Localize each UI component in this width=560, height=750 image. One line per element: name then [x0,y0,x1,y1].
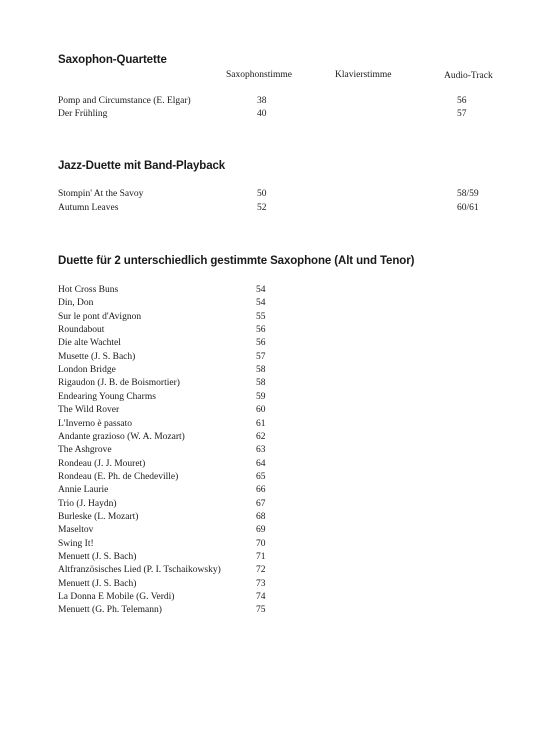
piece-title: Rondeau (J. J. Mouret) [58,458,146,469]
page-number: 68 [256,511,266,522]
piece-title: Sur le pont d'Avignon [58,311,142,322]
page-number: 70 [256,538,266,549]
piece-title: Menuett (G. Ph. Telemann) [58,605,162,616]
column-header-piano: Klavierstimme [335,70,392,80]
page-number: 54 [256,298,266,309]
piece-title: La Donna E Mobile (G. Verdi) [58,592,175,602]
piece-title: Roundabout [58,325,105,336]
piece-title: Die alte Wachtel [58,338,121,349]
audio-track: 57 [457,109,467,119]
page-number: 75 [256,605,266,616]
piece-title: Rondeau (E. Ph. de Chedeville) [58,471,179,482]
page-number: 55 [256,311,266,322]
page-number: 73 [256,578,266,589]
piece-title: London Bridge [58,365,116,376]
piece-title: Endearing Young Charms [58,391,156,402]
piece-title: Autumn Leaves [58,203,119,213]
sax-page: 50 [257,189,267,199]
piece-title: Andante grazioso (W. A. Mozart) [58,431,185,442]
page-number: 56 [256,338,266,349]
section-title-duette: Duette für 2 unterschiedlich gestimmte Saxophone (Alt und Tenor) [58,255,415,267]
piece-title: Rigaudon (J. B. de Boismortier) [58,378,180,389]
piece-title: Musette (J. S. Bach) [58,351,136,362]
piece-title: Din, Don [58,298,94,309]
piece-title: The Ashgrove [58,445,112,456]
audio-track: 56 [457,96,467,106]
page-number: 63 [256,445,266,456]
piece-title: Menuett (J. S. Bach) [58,552,137,562]
audio-track: 60/61 [457,203,479,213]
piece-title: Menuett (J. S. Bach) [58,578,137,589]
page-number: 59 [256,391,266,402]
piece-title: Pomp and Circumstance (E. Elgar) [58,96,191,106]
page-number: 65 [256,471,266,482]
page-number: 58 [256,365,266,376]
piece-title: Hot Cross Buns [58,285,119,295]
sax-page: 38 [257,96,267,106]
piece-title: Stompin' At the Savoy [58,189,144,199]
page-number: 62 [256,431,266,442]
piece-title: L'Inverno è passato [58,418,132,429]
audio-track: 58/59 [457,189,479,199]
sax-page: 40 [257,109,267,119]
column-header-sax: Saxophonstimme [226,70,292,80]
page-number: 54 [256,285,266,295]
section-title-jazz: Jazz-Duette mit Band-Playback [58,160,226,172]
piece-title: Swing It! [58,538,94,549]
section-title-quartette: Saxophon-Quartette [58,54,167,66]
page-number: 67 [256,498,266,509]
page-number: 66 [256,485,266,496]
piece-title: The Wild Rover [58,405,120,416]
page-number: 56 [256,325,266,336]
page-number: 69 [256,525,266,536]
sax-page: 52 [257,203,267,213]
page-number: 74 [256,592,266,602]
piece-title: Annie Laurie [58,485,109,496]
page-number: 60 [256,405,266,416]
column-header-audio: Audio-Track [444,71,493,81]
piece-title: Altfranzösisches Lied (P. I. Tschaikowsky) [58,565,221,576]
piece-title: Burleske (L. Mozart) [58,511,139,522]
page-number: 71 [256,552,266,562]
page-number: 61 [256,418,266,429]
page-number: 57 [256,351,266,362]
page-number: 64 [256,458,266,469]
page-number: 72 [256,565,266,576]
piece-title: Maseltov [58,525,94,536]
piece-title: Der Frühling [58,109,108,119]
piece-title: Trio (J. Haydn) [58,498,117,509]
page-number: 58 [256,378,266,389]
